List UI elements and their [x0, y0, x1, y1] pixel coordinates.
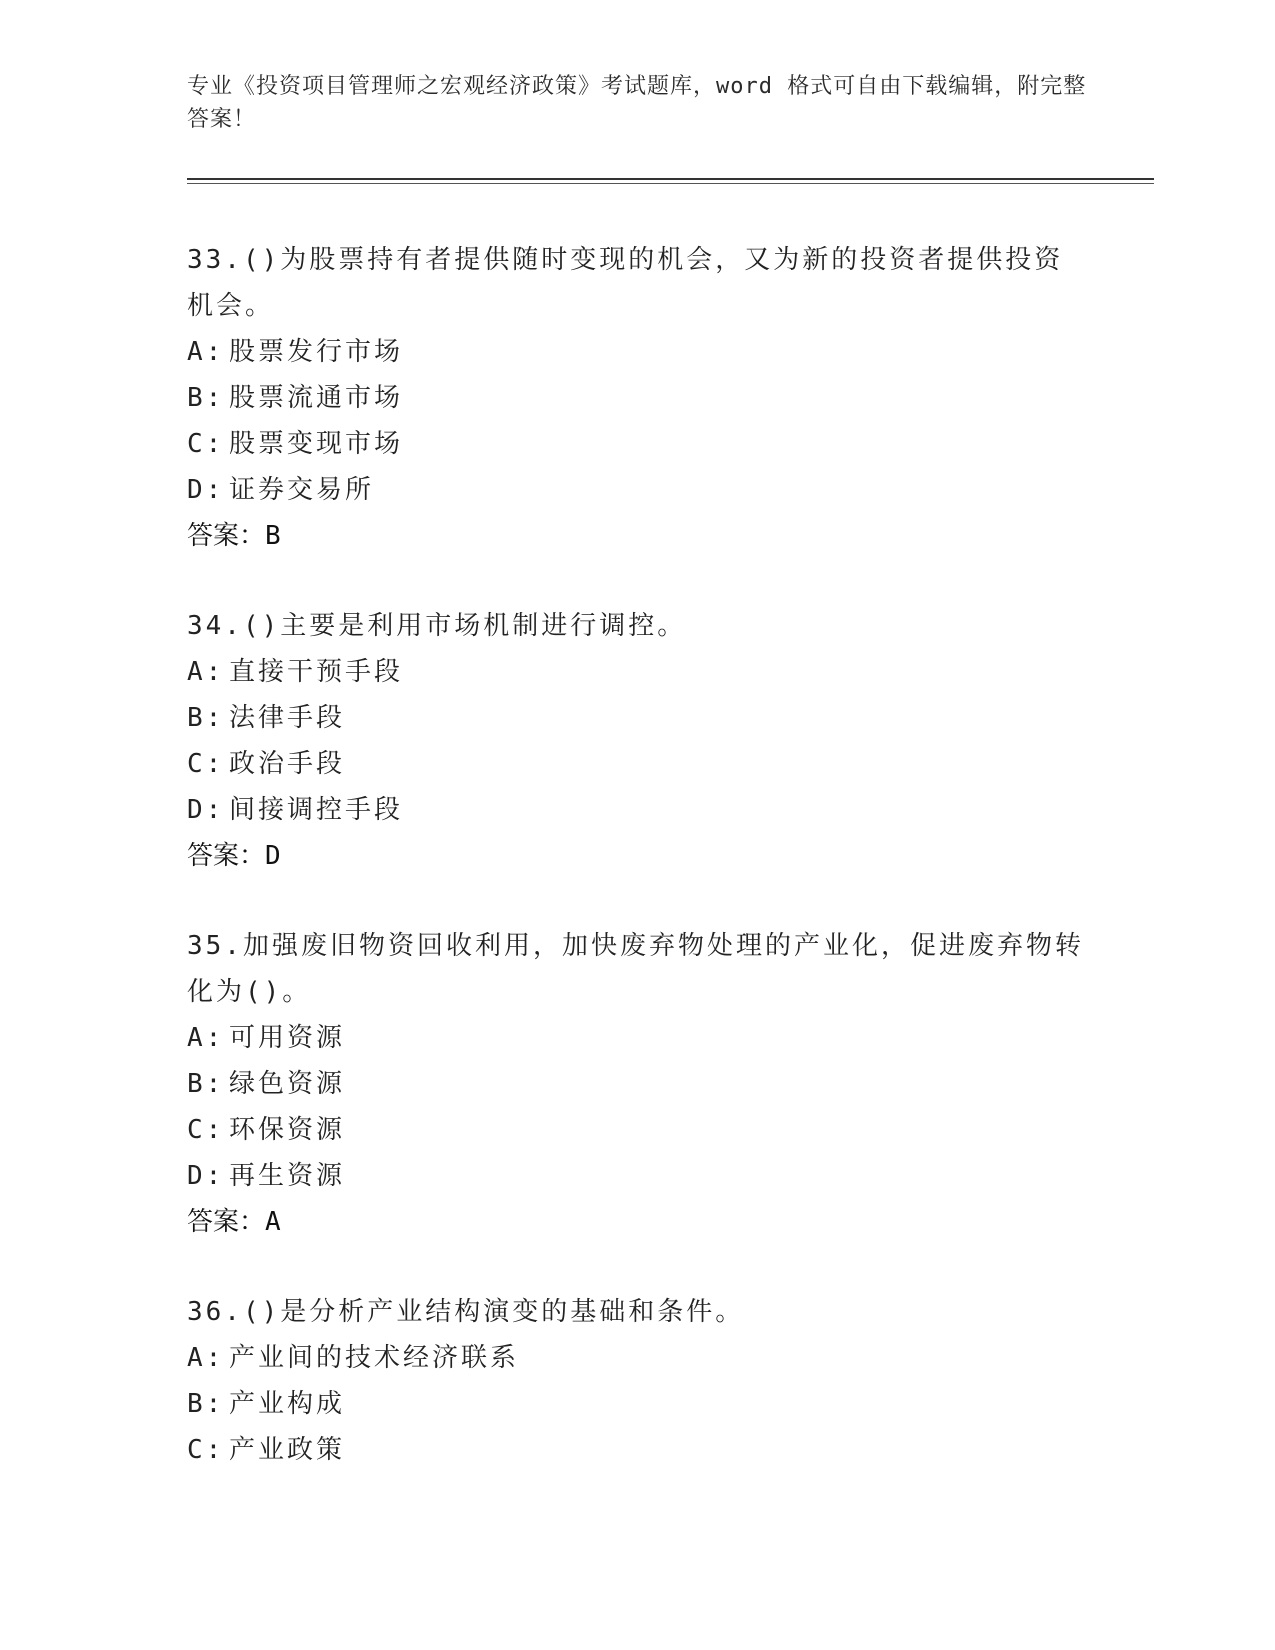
- answer-value: D: [265, 841, 281, 871]
- answer-value: A: [265, 1207, 281, 1237]
- question-block: [187, 237, 1087, 559]
- option-key: B:: [187, 703, 225, 733]
- option-text: 间接调控手段: [229, 795, 404, 825]
- option-text: 产业构成: [229, 1389, 346, 1419]
- answer-option: [187, 329, 1087, 375]
- option-text: 绿色资源: [229, 1069, 346, 1099]
- option-key: B:: [187, 1389, 225, 1419]
- question-block: [187, 923, 1087, 1245]
- option-key: B:: [187, 1069, 225, 1099]
- option-text: 直接干预手段: [229, 657, 404, 687]
- option-key: A:: [187, 1343, 225, 1373]
- option-key: C:: [187, 749, 225, 779]
- answer-line: [187, 513, 1087, 559]
- option-text: 证券交易所: [229, 475, 375, 505]
- option-key: D:: [187, 475, 225, 505]
- option-text: 股票发行市场: [229, 337, 404, 367]
- answer-option: [187, 1381, 1087, 1427]
- option-text: 股票流通市场: [229, 383, 404, 413]
- answer-option: [187, 1107, 1087, 1153]
- answer-line: [187, 1199, 1087, 1245]
- option-key: C:: [187, 429, 225, 459]
- option-text: 政治手段: [229, 749, 346, 779]
- question-block: [187, 603, 1087, 879]
- option-key: C:: [187, 1435, 225, 1465]
- option-text: 环保资源: [229, 1115, 346, 1145]
- document-header: 专业《投资项目管理师之宏观经济政策》考试题库，word 格式可自由下载编辑，附完整答案！: [187, 74, 1087, 132]
- option-text: 产业政策: [229, 1435, 346, 1465]
- question-stem: 34.()主要是利用市场机制进行调控。: [187, 611, 687, 641]
- answer-option: [187, 1015, 1087, 1061]
- answer-option: [187, 375, 1087, 421]
- option-text: 股票变现市场: [229, 429, 404, 459]
- answer-option: [187, 1427, 1087, 1473]
- question-stem: 36.()是分析产业结构演变的基础和条件。: [187, 1297, 745, 1327]
- option-text: 法律手段: [229, 703, 346, 733]
- option-key: D:: [187, 795, 225, 825]
- option-key: B:: [187, 383, 225, 413]
- option-text: 再生资源: [229, 1161, 346, 1191]
- answer-label: 答案：: [187, 841, 266, 871]
- answer-option: [187, 787, 1087, 833]
- answer-label: 答案：: [187, 1207, 266, 1237]
- answer-option: [187, 1153, 1087, 1199]
- answer-label: 答案：: [187, 521, 266, 551]
- option-key: A:: [187, 657, 225, 687]
- option-key: A:: [187, 337, 225, 367]
- option-key: C:: [187, 1115, 225, 1145]
- answer-option: [187, 467, 1087, 513]
- answer-option: [187, 421, 1087, 467]
- option-key: A:: [187, 1023, 225, 1053]
- header-divider-thick: [187, 178, 1154, 180]
- option-key: D:: [187, 1161, 225, 1191]
- question-stem: 35.加强废旧物资回收利用，加快废弃物处理的产业化，促进废弃物转化为()。: [187, 931, 1084, 1007]
- option-text: 产业间的技术经济联系: [229, 1343, 520, 1373]
- answer-option: [187, 741, 1087, 787]
- question-block: [187, 1289, 1087, 1473]
- question-stem: 33.()为股票持有者提供随时变现的机会，又为新的投资者提供投资机会。: [187, 245, 1064, 321]
- option-text: 可用资源: [229, 1023, 346, 1053]
- answer-option: [187, 1335, 1087, 1381]
- answer-option: [187, 695, 1087, 741]
- answer-option: [187, 649, 1087, 695]
- answer-option: [187, 1061, 1087, 1107]
- question-list: [187, 237, 1087, 1517]
- header-divider-thin: [187, 183, 1154, 184]
- answer-line: [187, 833, 1087, 879]
- answer-value: B: [265, 521, 281, 551]
